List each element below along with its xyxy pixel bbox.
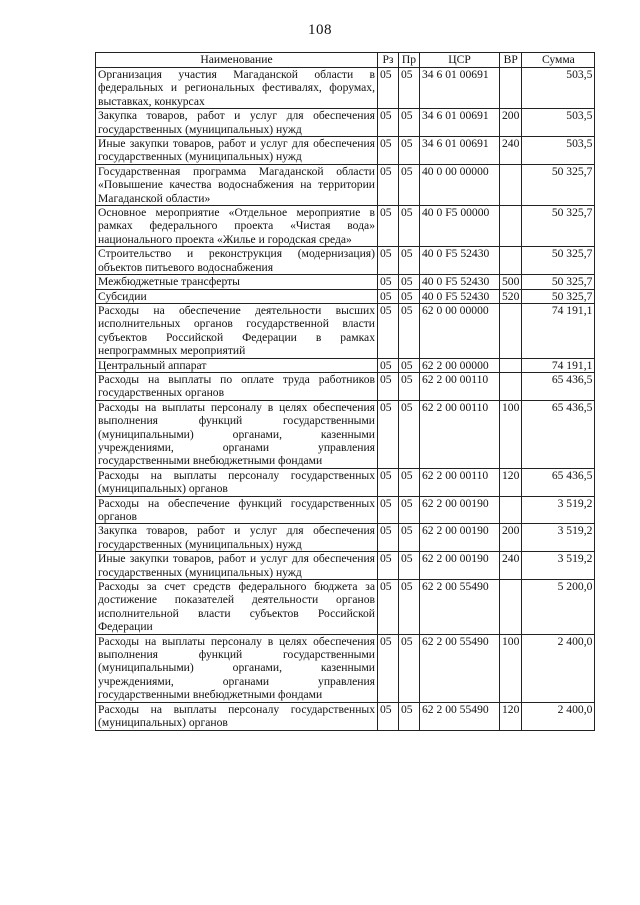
cell-pr: 05: [399, 358, 420, 372]
cell-name: Расходы на обеспечение функций государственных органов: [96, 496, 378, 524]
cell-vr: [500, 247, 522, 275]
cell-sum: 3 519,2: [522, 524, 595, 552]
cell-rz: 05: [378, 468, 399, 496]
cell-csr: 62 2 00 00000: [420, 358, 500, 372]
cell-name: Закупка товаров, работ и услуг для обеспечения государственных (муниципальных) нужд: [96, 524, 378, 552]
cell-csr: 40 0 F5 00000: [420, 206, 500, 247]
cell-csr: 62 2 00 00110: [420, 400, 500, 468]
table-header-row: [96, 53, 595, 68]
cell-sum: 2 400,0: [522, 634, 595, 702]
cell-pr: 05: [399, 137, 420, 165]
cell-rz: 05: [378, 303, 399, 358]
table-row: [96, 137, 595, 165]
cell-rz: 05: [378, 289, 399, 303]
cell-vr: 200: [500, 524, 522, 552]
cell-name: Расходы на обеспечение деятельности высших исполнительных органов государственной власти субъектов Российской Федерации в рамках непрограммных мероприятий: [96, 303, 378, 358]
cell-sum: 503,5: [522, 68, 595, 109]
cell-rz: 05: [378, 164, 399, 205]
cell-vr: [500, 358, 522, 372]
cell-pr: 05: [399, 496, 420, 524]
cell-csr: 34 6 01 00691: [420, 137, 500, 165]
cell-vr: 120: [500, 702, 522, 730]
cell-name: Межбюджетные трансферты: [96, 275, 378, 289]
cell-name: Расходы на выплаты персоналу в целях обеспечения выполнения функций государственными (муниципальными) органами, казенными учреждениями, органами управления государственными внебюджетными фондами: [96, 400, 378, 468]
cell-rz: 05: [378, 68, 399, 109]
cell-rz: 05: [378, 580, 399, 635]
cell-csr: 62 0 00 00000: [420, 303, 500, 358]
cell-name: Иные закупки товаров, работ и услуг для обеспечения государственных (муниципальных) нужд: [96, 137, 378, 165]
cell-pr: 05: [399, 289, 420, 303]
cell-pr: 05: [399, 400, 420, 468]
cell-csr: 62 2 00 55490: [420, 702, 500, 730]
cell-name: Закупка товаров, работ и услуг для обеспечения государственных (муниципальных) нужд: [96, 109, 378, 137]
cell-name: Расходы на выплаты персоналу в целях обеспечения выполнения функций государственными (муниципальными) органами, казенными учреждениями, органами управления государственными внебюджетными фондами: [96, 634, 378, 702]
table-row: [96, 247, 595, 275]
cell-csr: 40 0 F5 52430: [420, 275, 500, 289]
cell-sum: 50 325,7: [522, 164, 595, 205]
cell-csr: 62 2 00 00110: [420, 468, 500, 496]
cell-name: Субсидии: [96, 289, 378, 303]
cell-csr: 62 2 00 55490: [420, 580, 500, 635]
cell-pr: 05: [399, 303, 420, 358]
table-body: [96, 68, 595, 731]
table-row: [96, 634, 595, 702]
cell-pr: 05: [399, 206, 420, 247]
cell-name: Расходы на выплаты по оплате труда работников государственных органов: [96, 372, 378, 400]
cell-vr: 100: [500, 634, 522, 702]
cell-vr: [500, 496, 522, 524]
cell-rz: 05: [378, 496, 399, 524]
cell-csr: 62 2 00 00110: [420, 372, 500, 400]
cell-rz: 05: [378, 702, 399, 730]
table-row: [96, 303, 595, 358]
cell-vr: 500: [500, 275, 522, 289]
cell-pr: 05: [399, 372, 420, 400]
cell-pr: 05: [399, 68, 420, 109]
cell-sum: 50 325,7: [522, 206, 595, 247]
cell-vr: 100: [500, 400, 522, 468]
cell-csr: 62 2 00 00190: [420, 552, 500, 580]
cell-csr: 40 0 F5 52430: [420, 247, 500, 275]
column-header-sum: Сумма: [522, 53, 595, 68]
cell-pr: 05: [399, 468, 420, 496]
table-row: [96, 358, 595, 372]
cell-csr: 62 2 00 00190: [420, 524, 500, 552]
cell-sum: 50 325,7: [522, 247, 595, 275]
cell-rz: 05: [378, 524, 399, 552]
cell-name: Строительство и реконструкция (модернизация) объектов питьевого водоснабжения: [96, 247, 378, 275]
table-row: [96, 289, 595, 303]
column-header-vr: ВР: [500, 53, 522, 68]
cell-name: Центральный аппарат: [96, 358, 378, 372]
cell-sum: 50 325,7: [522, 275, 595, 289]
cell-pr: 05: [399, 247, 420, 275]
cell-sum: 74 191,1: [522, 358, 595, 372]
column-header-rz: Рз: [378, 53, 399, 68]
table-row: [96, 206, 595, 247]
table-row: [96, 496, 595, 524]
cell-csr: 40 0 F5 52430: [420, 289, 500, 303]
table-row: [96, 68, 595, 109]
cell-rz: 05: [378, 400, 399, 468]
column-header-csr: ЦСР: [420, 53, 500, 68]
column-header-pr: Пр: [399, 53, 420, 68]
cell-name: Расходы за счет средств федерального бюджета за достижение показателей деятельности органов исполнительной власти субъектов Российской Федерации: [96, 580, 378, 635]
cell-sum: 3 519,2: [522, 496, 595, 524]
cell-pr: 05: [399, 552, 420, 580]
cell-pr: 05: [399, 580, 420, 635]
cell-vr: [500, 372, 522, 400]
cell-sum: 3 519,2: [522, 552, 595, 580]
cell-vr: [500, 303, 522, 358]
budget-table: [95, 52, 595, 731]
cell-rz: 05: [378, 137, 399, 165]
cell-name: Расходы на выплаты персоналу государственных (муниципальных) органов: [96, 468, 378, 496]
table-row: [96, 164, 595, 205]
cell-vr: [500, 164, 522, 205]
cell-name: Иные закупки товаров, работ и услуг для обеспечения государственных (муниципальных) нужд: [96, 552, 378, 580]
cell-sum: 50 325,7: [522, 289, 595, 303]
cell-pr: 05: [399, 164, 420, 205]
cell-sum: 74 191,1: [522, 303, 595, 358]
table-row: [96, 580, 595, 635]
table-row: [96, 552, 595, 580]
cell-csr: 34 6 01 00691: [420, 68, 500, 109]
cell-csr: 62 2 00 00190: [420, 496, 500, 524]
cell-pr: 05: [399, 702, 420, 730]
cell-rz: 05: [378, 552, 399, 580]
cell-vr: [500, 580, 522, 635]
cell-sum: 2 400,0: [522, 702, 595, 730]
cell-vr: 120: [500, 468, 522, 496]
cell-vr: [500, 68, 522, 109]
cell-sum: 503,5: [522, 137, 595, 165]
cell-sum: 5 200,0: [522, 580, 595, 635]
cell-sum: 65 436,5: [522, 468, 595, 496]
cell-vr: 520: [500, 289, 522, 303]
table-row: [96, 400, 595, 468]
column-header-name: Наименование: [96, 53, 378, 68]
cell-sum: 503,5: [522, 109, 595, 137]
cell-rz: 05: [378, 275, 399, 289]
cell-vr: 200: [500, 109, 522, 137]
cell-csr: 34 6 01 00691: [420, 109, 500, 137]
cell-vr: [500, 206, 522, 247]
cell-rz: 05: [378, 634, 399, 702]
page-number: 108: [308, 22, 332, 38]
table-row: [96, 524, 595, 552]
cell-name: Основное мероприятие «Отдельное мероприятие в рамках федерального проекта «Чистая вода» национального проекта «Жилье и городская среда»: [96, 206, 378, 247]
cell-rz: 05: [378, 358, 399, 372]
cell-rz: 05: [378, 109, 399, 137]
cell-csr: 62 2 00 55490: [420, 634, 500, 702]
cell-name: Организация участия Магаданской области в федеральных и региональных фестивалях, форумах, выставках, конкурсах: [96, 68, 378, 109]
cell-sum: 65 436,5: [522, 400, 595, 468]
cell-sum: 65 436,5: [522, 372, 595, 400]
cell-rz: 05: [378, 206, 399, 247]
table-row: [96, 275, 595, 289]
cell-pr: 05: [399, 524, 420, 552]
table-row: [96, 702, 595, 730]
cell-vr: 240: [500, 552, 522, 580]
cell-name: Расходы на выплаты персоналу государственных (муниципальных) органов: [96, 702, 378, 730]
cell-pr: 05: [399, 275, 420, 289]
cell-rz: 05: [378, 372, 399, 400]
cell-rz: 05: [378, 247, 399, 275]
cell-pr: 05: [399, 109, 420, 137]
table-row: [96, 372, 595, 400]
table-row: [96, 109, 595, 137]
table-row: [96, 468, 595, 496]
cell-csr: 40 0 00 00000: [420, 164, 500, 205]
cell-vr: 240: [500, 137, 522, 165]
cell-pr: 05: [399, 634, 420, 702]
cell-name: Государственная программа Магаданской области «Повышение качества водоснабжения на территории Магаданской области»: [96, 164, 378, 205]
